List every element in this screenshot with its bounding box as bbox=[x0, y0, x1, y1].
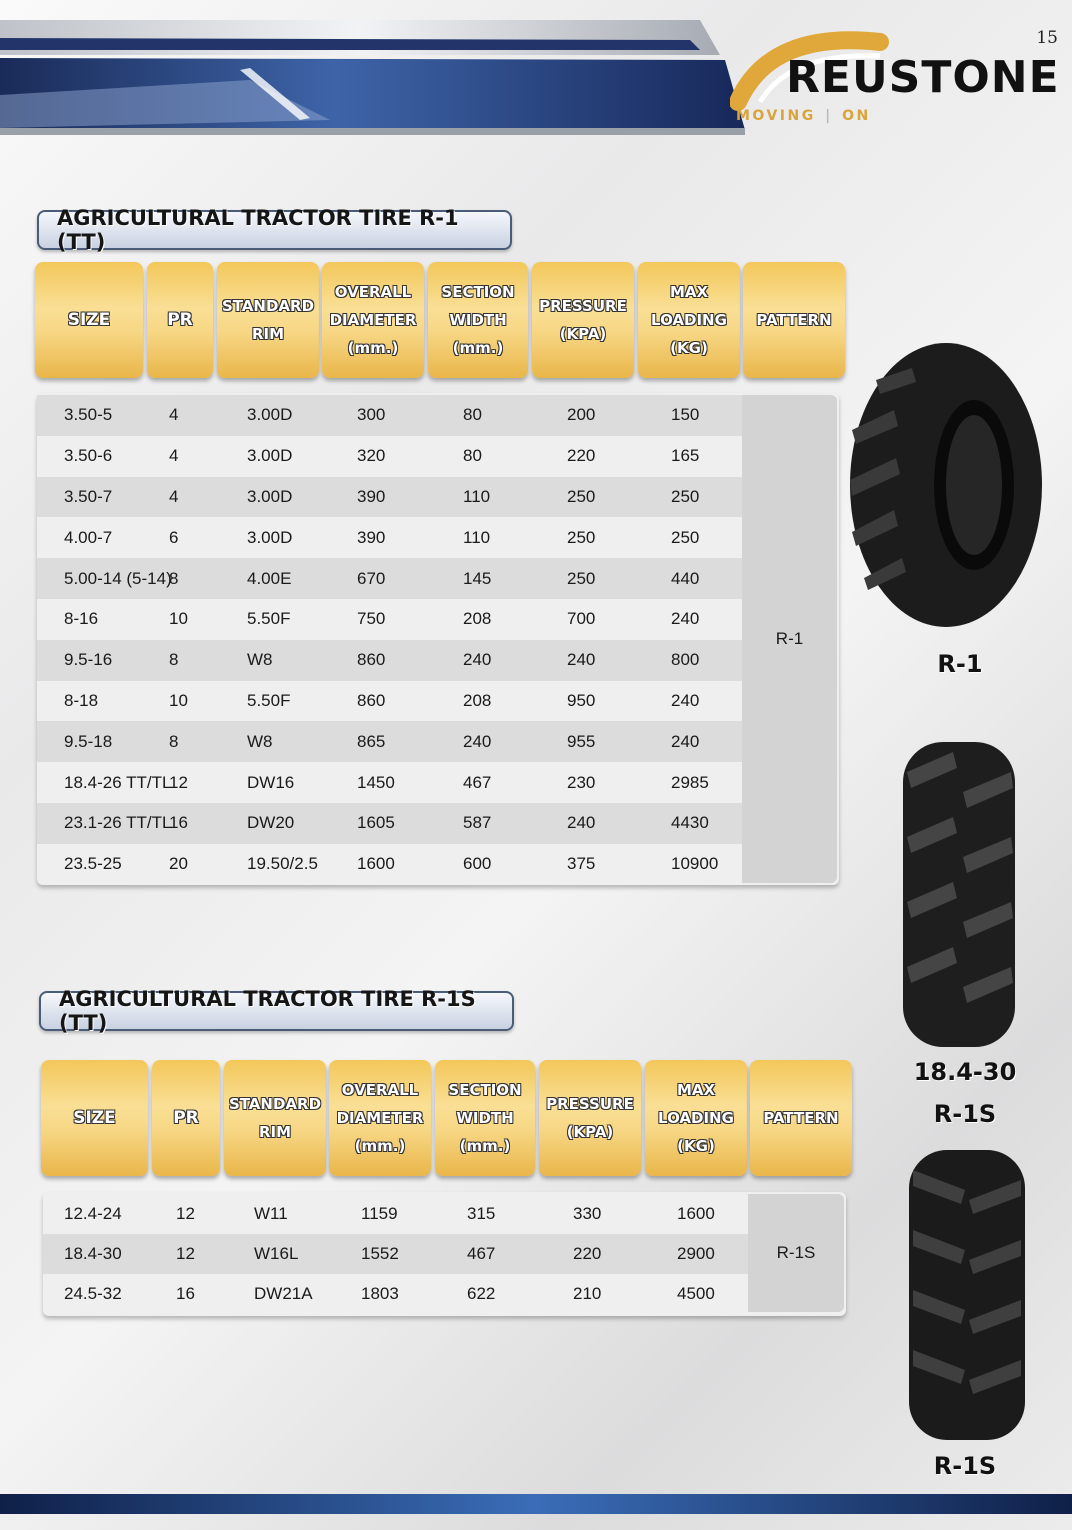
tire-r1-image bbox=[846, 340, 1046, 630]
cell-rim: 3.00D bbox=[247, 486, 293, 506]
cell-pr: 16 bbox=[169, 813, 188, 833]
cell-pr: 4 bbox=[169, 446, 179, 466]
cell-diameter: 300 bbox=[357, 405, 386, 425]
cell-loading: 250 bbox=[671, 486, 700, 506]
cell-pr: 8 bbox=[169, 568, 179, 588]
tire-r1s-size-caption: 18.4-30 bbox=[913, 1058, 1017, 1086]
table-body-r1s bbox=[43, 1192, 846, 1316]
cell-diameter: 1803 bbox=[361, 1284, 399, 1303]
bottom-bar bbox=[0, 1494, 1072, 1514]
cell-pressure: 230 bbox=[567, 772, 596, 792]
cell-width: 467 bbox=[463, 772, 492, 792]
col-header-pr: PR bbox=[152, 1060, 220, 1176]
col-header-pattern: PATTERN bbox=[743, 262, 845, 378]
cell-rim: DW21A bbox=[254, 1284, 313, 1303]
cell-diameter: 865 bbox=[357, 731, 386, 751]
cell-pressure: 250 bbox=[567, 568, 596, 588]
cell-loading: 4430 bbox=[671, 813, 709, 833]
cell-rim: 4.00E bbox=[247, 568, 292, 588]
table-body-r1 bbox=[37, 393, 839, 885]
table-row bbox=[37, 558, 742, 599]
cell-width: 208 bbox=[463, 609, 492, 629]
cell-pr: 20 bbox=[169, 854, 188, 874]
cell-diameter: 1605 bbox=[357, 813, 395, 833]
cell-pressure: 330 bbox=[573, 1204, 602, 1223]
cell-width: 240 bbox=[463, 731, 492, 751]
cell-width: 587 bbox=[463, 813, 492, 833]
cell-pr: 8 bbox=[169, 650, 179, 670]
cell-size: 23.1-26 TT/TL bbox=[64, 813, 172, 833]
cell-size: 9.5-18 bbox=[64, 731, 113, 751]
table-row bbox=[37, 762, 742, 803]
cell-diameter: 1552 bbox=[361, 1244, 399, 1263]
cell-loading: 800 bbox=[671, 650, 700, 670]
cell-rim: 3.00D bbox=[247, 405, 293, 425]
cell-size: 18.4-26 TT/TL bbox=[64, 772, 172, 792]
cell-loading: 240 bbox=[671, 690, 700, 710]
cell-pressure: 220 bbox=[573, 1244, 602, 1263]
cell-diameter: 1450 bbox=[357, 772, 395, 792]
col-header-loading: MAX LOADING (KG) bbox=[645, 1060, 747, 1176]
cell-pressure: 250 bbox=[567, 527, 596, 547]
tire-r1-caption: R-1 bbox=[937, 650, 983, 678]
brand-slogan: MOVING | ON bbox=[736, 108, 871, 124]
cell-width: 315 bbox=[467, 1204, 496, 1223]
cell-pr: 16 bbox=[176, 1284, 195, 1303]
table-row bbox=[37, 640, 742, 681]
cell-pressure: 240 bbox=[567, 650, 596, 670]
cell-pressure: 250 bbox=[567, 486, 596, 506]
table-row bbox=[37, 395, 742, 436]
cell-width: 240 bbox=[463, 650, 492, 670]
cell-width: 208 bbox=[463, 690, 492, 710]
cell-pressure: 955 bbox=[567, 731, 596, 751]
page-number: 15 bbox=[1036, 28, 1058, 48]
brand-name: REUSTONE bbox=[786, 52, 1060, 103]
cell-size: 9.5-16 bbox=[64, 650, 113, 670]
table-row bbox=[37, 517, 742, 558]
cell-pr: 4 bbox=[169, 405, 179, 425]
tire-r1s-caption-1: R-1S bbox=[933, 1100, 997, 1128]
section-title-r1: AGRICULTURAL TRACTOR TIRE R-1 (TT) bbox=[37, 210, 512, 250]
cell-width: 145 bbox=[463, 568, 492, 588]
cell-width: 622 bbox=[467, 1284, 496, 1303]
cell-diameter: 1159 bbox=[361, 1204, 398, 1223]
cell-pressure: 950 bbox=[567, 690, 596, 710]
cell-width: 110 bbox=[463, 527, 491, 547]
cell-size: 23.5-25 bbox=[64, 854, 122, 874]
cell-loading: 240 bbox=[671, 731, 700, 751]
tire-r1s-caption-2: R-1S bbox=[933, 1452, 997, 1480]
table-row bbox=[43, 1234, 748, 1274]
table-header-r1s bbox=[0, 1060, 860, 1176]
cell-loading: 150 bbox=[671, 405, 700, 425]
tire-r1s-front-image bbox=[903, 1150, 1031, 1440]
cell-rim: W16L bbox=[254, 1244, 299, 1263]
cell-loading: 4500 bbox=[677, 1284, 715, 1303]
cell-width: 80 bbox=[463, 405, 482, 425]
cell-pr: 10 bbox=[169, 690, 188, 710]
cell-rim: 3.00D bbox=[247, 527, 293, 547]
table-header-r1 bbox=[0, 262, 850, 378]
cell-pressure: 375 bbox=[567, 854, 596, 874]
table-row bbox=[37, 681, 742, 722]
cell-diameter: 860 bbox=[357, 650, 386, 670]
col-header-rim: STANDARD RIM bbox=[224, 1060, 326, 1176]
cell-size: 8-18 bbox=[64, 690, 99, 710]
table-row bbox=[37, 803, 742, 844]
table-row bbox=[37, 844, 742, 885]
cell-size: 3.50-7 bbox=[64, 486, 113, 506]
cell-width: 110 bbox=[463, 486, 491, 506]
cell-rim: 3.00D bbox=[247, 446, 293, 466]
col-header-rim: STANDARD RIM bbox=[217, 262, 319, 378]
cell-rim: W8 bbox=[247, 650, 273, 670]
cell-size: 3.50-5 bbox=[64, 405, 113, 425]
cell-size: 18.4-30 bbox=[64, 1244, 122, 1263]
col-header-size: SIZE bbox=[41, 1060, 148, 1176]
cell-loading: 2900 bbox=[677, 1244, 715, 1263]
col-header-pr: PR bbox=[147, 262, 213, 378]
cell-loading: 440 bbox=[671, 568, 700, 588]
cell-pr: 4 bbox=[169, 486, 179, 506]
cell-size: 24.5-32 bbox=[64, 1284, 122, 1303]
cell-diameter: 390 bbox=[357, 527, 386, 547]
cell-diameter: 320 bbox=[357, 446, 386, 466]
cell-pressure: 200 bbox=[567, 405, 596, 425]
col-header-width: SECTION WIDTH (mm.) bbox=[435, 1060, 535, 1176]
cell-width: 80 bbox=[463, 446, 482, 466]
cell-pr: 12 bbox=[176, 1204, 195, 1223]
cell-pr: 6 bbox=[169, 527, 179, 547]
cell-pr: 8 bbox=[169, 731, 179, 751]
cell-rim: DW20 bbox=[247, 813, 295, 833]
table-row bbox=[37, 721, 742, 762]
table-row bbox=[37, 599, 742, 640]
cell-pressure: 240 bbox=[567, 813, 596, 833]
cell-diameter: 750 bbox=[357, 609, 386, 629]
table-row bbox=[37, 436, 742, 477]
col-header-pattern: PATTERN bbox=[750, 1060, 852, 1176]
slogan-word-2: ON bbox=[842, 108, 871, 124]
cell-width: 467 bbox=[467, 1244, 496, 1263]
cell-pr: 12 bbox=[169, 772, 188, 792]
table-row bbox=[37, 477, 742, 518]
col-header-width: SECTION WIDTH (mm.) bbox=[428, 262, 528, 378]
cell-loading: 165 bbox=[671, 446, 700, 466]
col-header-pressure: PRESSURE (KPA) bbox=[532, 262, 634, 378]
col-header-loading: MAX LOADING (KG) bbox=[638, 262, 740, 378]
cell-diameter: 1600 bbox=[357, 854, 395, 874]
slogan-word-1: MOVING bbox=[736, 108, 816, 124]
cell-diameter: 390 bbox=[357, 486, 386, 506]
cell-diameter: 670 bbox=[357, 568, 386, 588]
cell-loading: 1600 bbox=[677, 1204, 715, 1223]
cell-pressure: 220 bbox=[567, 446, 596, 466]
cell-pr: 12 bbox=[176, 1244, 195, 1263]
cell-loading: 250 bbox=[671, 527, 700, 547]
section-title-r1s: AGRICULTURAL TRACTOR TIRE R-1S (TT) bbox=[39, 991, 514, 1031]
cell-width: 600 bbox=[463, 854, 492, 874]
cell-rim: 19.50/2.5 bbox=[247, 854, 318, 874]
col-header-pressure: PRESSURE (KPA) bbox=[539, 1060, 641, 1176]
cell-loading: 2985 bbox=[671, 772, 709, 792]
cell-size: 4.00-7 bbox=[64, 527, 113, 547]
cell-diameter: 860 bbox=[357, 690, 386, 710]
cell-pressure: 700 bbox=[567, 609, 596, 629]
cell-rim: W8 bbox=[247, 731, 273, 751]
cell-loading: 10900 bbox=[671, 854, 719, 874]
cell-pr: 10 bbox=[169, 609, 188, 629]
cell-rim: DW16 bbox=[247, 772, 295, 792]
pattern-cell-r1: R-1 bbox=[742, 395, 837, 883]
cell-rim: 5.50F bbox=[247, 690, 291, 710]
cell-pressure: 210 bbox=[573, 1284, 602, 1303]
tire-r1s-side-image bbox=[893, 742, 1023, 1047]
col-header-diameter: OVERALL DIAMETER (mm.) bbox=[322, 262, 424, 378]
cell-loading: 240 bbox=[671, 609, 700, 629]
cell-size: 8-16 bbox=[64, 609, 99, 629]
cell-size: 5.00-14 (5-14) bbox=[64, 568, 172, 588]
cell-rim: W11 bbox=[254, 1204, 288, 1223]
col-header-size: SIZE bbox=[35, 262, 143, 378]
brand-logo bbox=[730, 30, 1060, 130]
table-row bbox=[43, 1194, 748, 1234]
pattern-cell-r1s: R-1S bbox=[748, 1194, 844, 1312]
table-row bbox=[43, 1274, 748, 1314]
col-header-diameter: OVERALL DIAMETER (mm.) bbox=[329, 1060, 431, 1176]
cell-size: 12.4-24 bbox=[64, 1204, 122, 1223]
cell-rim: 5.50F bbox=[247, 609, 291, 629]
cell-size: 3.50-6 bbox=[64, 446, 113, 466]
